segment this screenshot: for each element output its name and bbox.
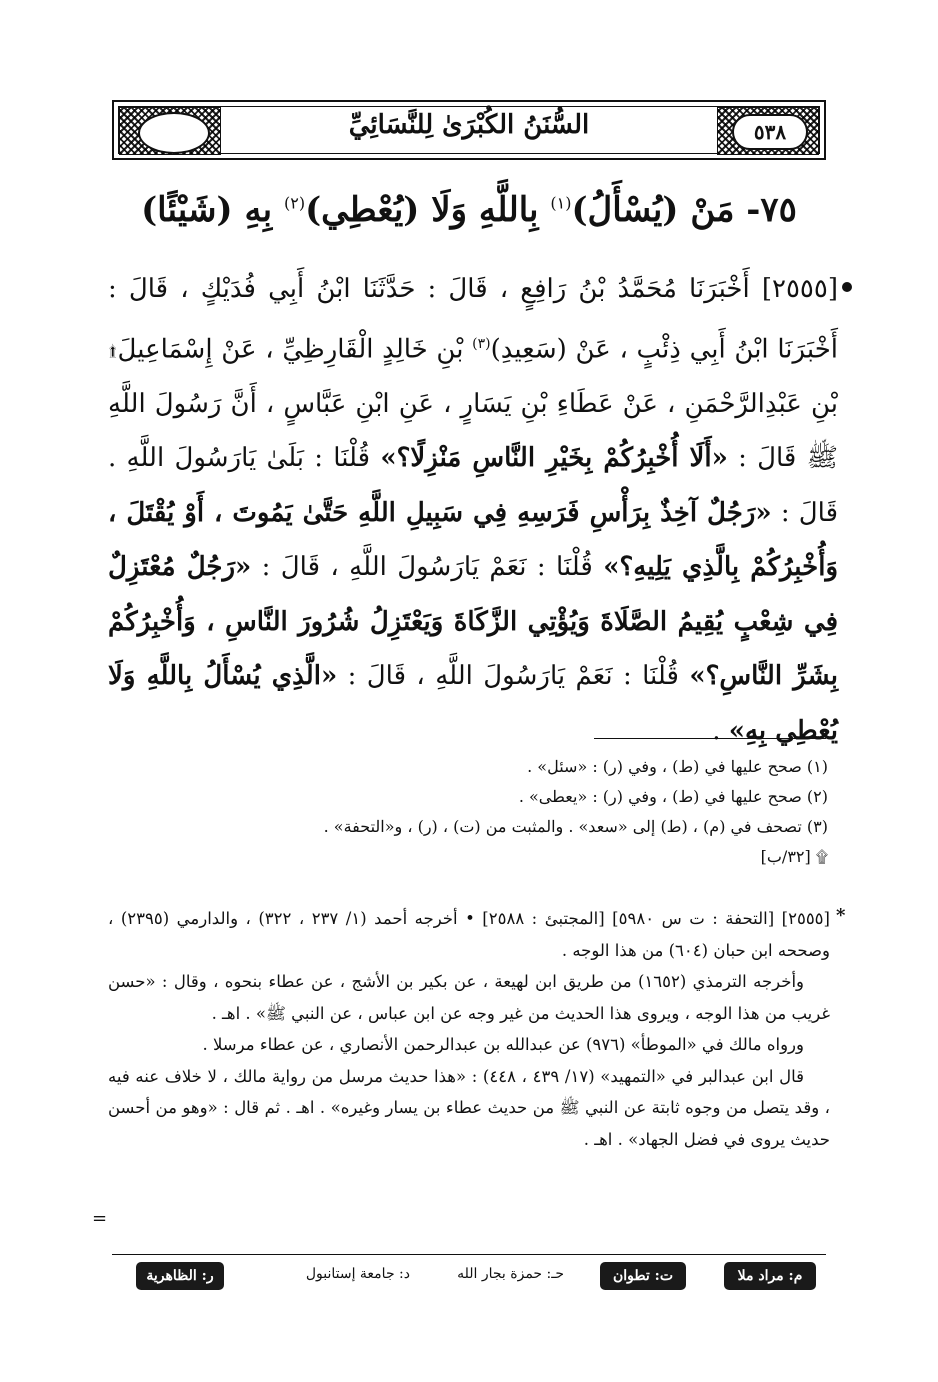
- hadith-intro: أَخْبَرَنَا مُحَمَّدُ بْنُ رَافِعٍ ، قَالَ : حَدَّثَنَا ابْنُ أَبِي فُدَيْكٍ ، قَالَ : أَخْبَرَنَا ابْنُ أَبِي ذِئْبٍ ، عَنْ (سَعِيدِ): [108, 274, 839, 365]
- hadith-chain-3: بْنِ عَبْدِالرَّحْمَنِ ، عَنْ عَطَاءِ بْنِ يَسَارٍ ، عَنِ ابْنِ عَبَّاسٍ ، أَنَّ رَسُولَ اللَّهِ ﷺ قَالَ :: [108, 388, 838, 474]
- folio-mark-icon: ۩: [108, 334, 118, 365]
- footnote-1: (١) صحح عليها في (ط) ، وفي (ر) : «سئل» .: [527, 757, 828, 776]
- footnote-3: (٣) تصحف في (م) ، (ط) إلى «سعد» . والمثبت من (ت) ، (ر) ، و«التحفة» .: [323, 817, 828, 836]
- footer-divider: [112, 1254, 826, 1255]
- page-header: [112, 100, 826, 160]
- chapter-title: ٧٥- مَنْ (يُسْأَلُ)$^{(١)}$ بِاللَّهِ وَلَا (يُعْطِي)$^{(٢)}$ بِهِ (شَيْئًا): [141, 190, 797, 230]
- takhrij-paragraph-3: ورواه مالك في «الموطأ» (٩٧٦) عن عبدالله بن عبدالرحمن الأنصاري ، عن عطاء مرسلا .: [202, 1035, 804, 1054]
- footnote-ref-3: (٣): [472, 335, 491, 352]
- chapter-title-part2: بِاللَّهِ وَلَا (يُعْطِي): [305, 190, 539, 230]
- footnote-ref-1: (١): [550, 193, 572, 213]
- chapter-title-part1: مَنْ (يُسْأَلُ): [571, 190, 735, 230]
- hadith-text: [108, 262, 838, 758]
- reply-2: قُلْنَا : نَعَمْ يَارَسُولَ اللَّهِ ، قَالَ :: [261, 552, 593, 583]
- right-ornament: [717, 107, 819, 155]
- manuscript-label-d: د: جامعة إستانبول: [305, 1266, 410, 1282]
- takhrij-paragraph-1: [٢٥٥٥] [التحفة : ت س ٥٩٨٠] [المجتبئ : ٢٥٨٨] • أخرجه أحمد (١/ ٢٣٧ ، ٣٢٢) ، والدارمي (٢٣٩٥) ، وصححه ابن حبان (٦٠٤) من هذا الوجه .: [108, 909, 830, 960]
- chapter-title-part3: بِهِ (شَيْئًا): [141, 190, 273, 230]
- hadith-number: [٢٥٥٥]: [761, 274, 839, 304]
- bullet-mark: [842, 282, 852, 292]
- footnotes: [112, 752, 828, 872]
- reply-3: قُلْنَا : نَعَمْ يَارَسُولَ اللَّهِ ، قَالَ :: [347, 661, 679, 692]
- takhrij-notes: [108, 903, 830, 1155]
- manuscript-badge-t: ت: تطوان: [600, 1262, 686, 1290]
- prophet-speech-2: «رَجُلٌ آخِذٌ بِرَأْسِ فَرَسِهِ فِي سَبِيلِ اللَّهِ حَتَّىٰ يَمُوتَ ، أَوْ يُقْتَلَ ، وَأُخْبِرُكُمْ بِالَّذِي يَلِيهِ؟»: [108, 497, 839, 583]
- star-icon: *: [836, 905, 846, 926]
- hadith-end: .: [712, 715, 721, 746]
- takhrij-paragraph-4: قال ابن عبدالبر في «التمهيد» (١٧/ ٤٣٩ ، ٤٤٨) : «هذا حديث مرسل من رواية مالك ، لا خلاف عنه فيه ، وقد يتصل من وجوه ثابتة عن النبي ﷺ من حديث عطاء بن يسار وغيره» . اهـ . ثم قال : «وهو من أحسن حديث يروى في فضل الجهاد» . اهـ .: [108, 1066, 830, 1149]
- takhrij-paragraph-2: وأخرجه الترمذي (١٦٥٢) من طريق ابن لهيعة ، عن بكير بن الأشج ، عن عطاء بنحوه ، وقال : «حسن غريب من هذا الوجه ، ويروى هذا الحديث من غير وجه عن ابن عباس ، عن النبي ﷺ» . اهـ .: [108, 972, 830, 1023]
- footnote-2: (٢) صحح عليها في (ط) ، وفي (ر) : «يعطى» .: [518, 787, 828, 806]
- continuation-mark: =: [92, 1208, 108, 1229]
- prophet-speech-3: «رَجُلٌ مُعْتَزِلٌ فِي شِعْبٍ يُقِيمُ الصَّلَاةَ وَيُؤْتِي الزَّكَاةَ وَيَعْتَزِلُ شُرُورَ النَّاسِ ، وَأُخْبِرُكُمْ بِشَرِّ النَّاسِ؟»: [108, 552, 839, 692]
- manuscript-badge-r: ر: الظاهرية: [136, 1262, 224, 1290]
- manuscript-badge-m: م: مراد ملا: [724, 1262, 816, 1290]
- footnote-ref-2: (٢): [284, 193, 306, 213]
- manuscript-key: [112, 1262, 826, 1294]
- reply-1: قُلْنَا : بَلَىٰ يَارَسُولَ اللَّهِ . قَالَ :: [108, 443, 839, 528]
- chapter-number: ٧٥: [760, 190, 797, 230]
- book-seal-logo: [138, 112, 210, 154]
- running-title: السُّنَنُ الكُبْرَىٰ لِلنَّسَائِيِّ: [348, 110, 590, 140]
- prophet-speech-1: «أَلَا أُخْبِرُكُمْ بِخَيْرِ النَّاسِ مَنْزِلًا؟»: [380, 443, 728, 474]
- footnote-divider: [594, 738, 826, 739]
- page-number: ٥٣٨: [732, 114, 808, 150]
- prophet-speech-4: «الَّذِي يُسْأَلُ بِاللَّهِ وَلَا يُعْطِي بِهِ»: [108, 661, 838, 746]
- manuscript-label-h: حـ: حمزة بجار الله: [457, 1266, 564, 1282]
- hadith-chain-2: بْنِ خَالِدٍ الْقَارِظِيِّ ، عَنْ إِسْمَاعِيلَ: [117, 334, 464, 365]
- folio-reference: ۩ [٣٢/ب]: [760, 847, 828, 866]
- left-ornament: [119, 107, 221, 155]
